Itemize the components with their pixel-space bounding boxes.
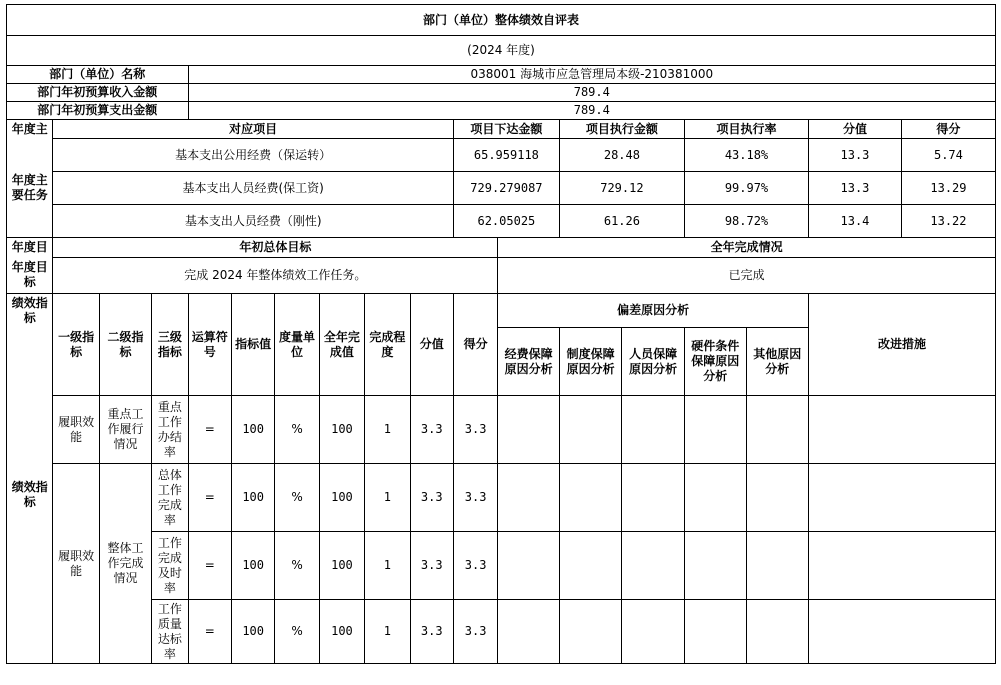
task-row-3-allocated: 62.05025 [453,205,559,238]
ind-row-1-dev-system [559,396,622,464]
task-row-1-score-value: 13.3 [809,139,902,172]
ind-header-target: 指标值 [231,294,274,396]
ind-row-2-score: 3.3 [453,464,497,532]
ind-row-2-dev-hardware [684,464,746,532]
task-row-3-score: 13.22 [901,205,995,238]
ind-row-4-target: 100 [231,600,274,664]
ind-dev-hardware: 硬件条件保障原因分析 [684,328,746,396]
ind-row-2-improve [809,464,996,532]
ind-row-2-dev-system [559,464,622,532]
ind-header-level2: 二级指标 [99,294,151,396]
task-row-2-score-value: 13.3 [809,172,902,205]
task-row-2-score: 13.29 [901,172,995,205]
ind-row-1-dev-other [746,396,809,464]
task-row-3-executed: 61.26 [559,205,684,238]
task-row-2-project: 基本支出人员经费(保工资) [53,172,454,205]
ind-row-2-dev-funding [498,464,560,532]
expense-label: 部门年初预算支出金额 [7,102,189,120]
ind-row-4-score-value: 3.3 [410,600,453,664]
ind-row-2-unit: % [275,464,319,532]
goals-header-complete: 全年完成情况 [498,238,996,258]
task-row-1-rate: 43.18% [684,139,808,172]
ind-row-3-dev-system [559,532,622,600]
ind-row-3-score-value: 3.3 [410,532,453,600]
indicators-side-label-top: 绩效指标 [7,294,53,328]
ind-row-3-improve [809,532,996,600]
ind-row-1-dev-funding [498,396,560,464]
ind-row-4-degree: 1 [365,600,410,664]
ind-row-2-dev-other [746,464,809,532]
task-row-1-allocated: 65.959118 [453,139,559,172]
task-row-1-project: 基本支出公用经费（保运转） [53,139,454,172]
ind-row-1-improve [809,396,996,464]
ind-row-1-score: 3.3 [453,396,497,464]
ind-row-1-score-value: 3.3 [410,396,453,464]
ind-header-actual: 全年完成值 [319,294,364,396]
ind-row-4-dev-hardware [684,600,746,664]
page-title: 部门（单位）整体绩效自评表 [7,5,996,36]
tasks-header-score: 得分 [901,120,995,139]
expense-value: 789.4 [188,102,995,120]
task-row-1-executed: 28.48 [559,139,684,172]
ind-row-3-unit: % [275,532,319,600]
ind-row-3-operator: = [188,532,231,600]
ind-row-4-dev-system [559,600,622,664]
evaluation-table [6,4,996,664]
ind-header-degree: 完成程度 [365,294,410,396]
ind-row-2-target: 100 [231,464,274,532]
ind-group-1-level2: 重点工作履行情况 [99,396,151,464]
goals-side-label-top: 年度目 [7,238,53,258]
dept-name-value: 038001 海城市应急管理局本级-210381000 [188,66,995,84]
ind-row-4-actual: 100 [319,600,364,664]
ind-row-1-actual: 100 [319,396,364,464]
ind-dev-funding: 经费保障原因分析 [498,328,560,396]
ind-row-4-level3: 工作质量达标率 [152,600,188,664]
ind-row-2-dev-staff [622,464,685,532]
ind-group-2-level1: 履职效能 [53,464,99,664]
ind-row-2-operator: = [188,464,231,532]
ind-header-operator: 运算符号 [188,294,231,396]
ind-row-3-dev-other [746,532,809,600]
ind-row-4-unit: % [275,600,319,664]
tasks-side-label: 年度主要任务 [7,139,53,238]
goals-header-initial: 年初总体目标 [53,238,498,258]
goals-complete-value: 已完成 [498,258,996,294]
ind-row-2-level3: 总体工作完成率 [152,464,188,532]
tasks-header-allocated: 项目下达金额 [453,120,559,139]
tasks-header-rate: 项目执行率 [684,120,808,139]
ind-group-2-level2: 整体工作完成情况 [99,464,151,664]
ind-row-1-dev-staff [622,396,685,464]
ind-row-1-level3: 重点工作办结率 [152,396,188,464]
tasks-header-project: 对应项目 [53,120,454,139]
dept-name-label: 部门（单位）名称 [7,66,189,84]
ind-dev-staff: 人员保障原因分析 [622,328,685,396]
tasks-header-score-value: 分值 [809,120,902,139]
ind-header-level1: 一级指标 [53,294,99,396]
ind-row-4-operator: = [188,600,231,664]
goals-initial-value: 完成 2024 年整体绩效工作任务。 [53,258,498,294]
ind-row-1-degree: 1 [365,396,410,464]
tasks-header-executed: 项目执行金额 [559,120,684,139]
ind-row-3-target: 100 [231,532,274,600]
ind-row-2-score-value: 3.3 [410,464,453,532]
ind-row-2-actual: 100 [319,464,364,532]
ind-header-score-value: 分值 [410,294,453,396]
task-row-1-score: 5.74 [901,139,995,172]
ind-row-4-dev-funding [498,600,560,664]
ind-row-2-degree: 1 [365,464,410,532]
ind-row-3-dev-funding [498,532,560,600]
ind-row-3-score: 3.3 [453,532,497,600]
income-value: 789.4 [188,84,995,102]
ind-header-deviation: 偏差原因分析 [498,294,809,328]
ind-row-1-dev-hardware [684,396,746,464]
ind-dev-other: 其他原因分析 [746,328,809,396]
ind-header-score: 得分 [453,294,497,396]
ind-row-3-dev-hardware [684,532,746,600]
year-subtitle: (2024 年度) [7,36,996,66]
ind-row-4-dev-other [746,600,809,664]
ind-row-1-unit: % [275,396,319,464]
ind-row-4-improve [809,600,996,664]
task-row-3-project: 基本支出人员经费（刚性) [53,205,454,238]
task-row-2-allocated: 729.279087 [453,172,559,205]
ind-dev-system: 制度保障原因分析 [559,328,622,396]
ind-row-3-dev-staff [622,532,685,600]
income-label: 部门年初预算收入金额 [7,84,189,102]
task-row-2-rate: 99.97% [684,172,808,205]
ind-row-1-operator: = [188,396,231,464]
tasks-side-label-top: 年度主 [7,120,53,139]
ind-row-3-level3: 工作完成及时率 [152,532,188,600]
ind-group-1-level1: 履职效能 [53,396,99,464]
ind-row-4-score: 3.3 [453,600,497,664]
task-row-3-rate: 98.72% [684,205,808,238]
ind-row-3-degree: 1 [365,532,410,600]
ind-header-level3: 三级指标 [152,294,188,396]
ind-row-1-target: 100 [231,396,274,464]
ind-header-improve: 改进措施 [809,294,996,396]
ind-row-3-actual: 100 [319,532,364,600]
goals-side-label: 年度目标 [7,258,53,294]
task-row-3-score-value: 13.4 [809,205,902,238]
indicators-side-label: 绩效指标 [7,328,53,664]
ind-header-unit: 度量单位 [275,294,319,396]
task-row-2-executed: 729.12 [559,172,684,205]
ind-row-4-dev-staff [622,600,685,664]
